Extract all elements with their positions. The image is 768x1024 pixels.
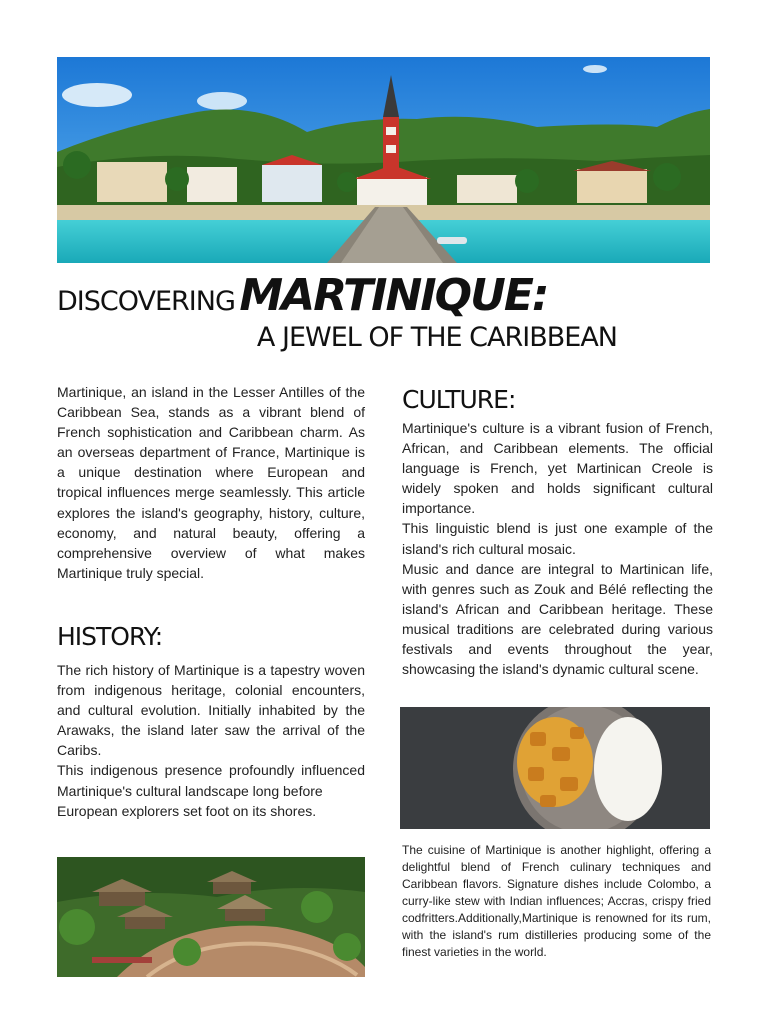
cloud bbox=[197, 92, 247, 110]
history-paragraph: European explorers set foot on its shores. bbox=[57, 802, 317, 819]
cloud bbox=[62, 83, 132, 107]
church bbox=[357, 177, 427, 205]
title-prefix: DISCOVERING bbox=[57, 286, 235, 317]
history-paragraph: This indigenous presence profoundly influenced Martinique's cultural landscape long before bbox=[57, 762, 365, 799]
culture-paragraph: Martinique's culture is a vibrant fusion of French, African, and Caribbean elements. The official language is French, yet Martinican Creole is widely spoken and holds significant cultural importance. bbox=[402, 420, 713, 517]
cuisine-paragraph: The cuisine of Martinique is another highlight, offering a delightful blend of French culinary techniques and Caribbean flavors. Signature dishes include Colombo, a curry-like stew with Indian influences; Accras, crispy fried codfritters.Additionally,Martinique is renowned for its rum, with the island's rum distilleries producing some of the finest varieties in the world. bbox=[402, 843, 711, 959]
page-subtitle: A JEWEL OF THE CARIBBEAN bbox=[256, 322, 617, 353]
history-paragraph: The rich history of Martinique is a tapestry woven from indigenous heritage, colonial encounters, and cultural evolution. Initially inhabited by the Arawaks, the island later saw the arrival of the Caribs. bbox=[57, 662, 365, 759]
food-illustration bbox=[400, 707, 710, 829]
history-heading: HISTORY: bbox=[57, 622, 163, 651]
culture-paragraph: This linguistic blend is just one example of the island's rich cultural mosaic. bbox=[402, 520, 713, 557]
boat bbox=[437, 237, 467, 244]
page-title bbox=[57, 270, 717, 321]
building bbox=[262, 165, 322, 202]
culture-text bbox=[402, 418, 713, 679]
history-text bbox=[57, 660, 365, 821]
rice bbox=[594, 717, 662, 821]
building bbox=[457, 175, 517, 203]
hero-illustration bbox=[57, 57, 710, 263]
food-photo-colombo-rice bbox=[400, 707, 710, 829]
building bbox=[97, 162, 167, 202]
building bbox=[577, 169, 647, 203]
intro-paragraph: Martinique, an island in the Lesser Antilles of the Caribbean Sea, stands as a vibrant blend of French sophistication and Caribbean charm. As an overseas department of France, Martinique is a unique destination where European and tropical influences merge seamlessly. This article explores the island's geography, history, culture, economy, and natural beauty, offering a comprehensive overview of what makes Martinique truly special. bbox=[57, 384, 365, 581]
culture-paragraph: Music and dance are integral to Martinican life, with genres such as Zouk and Bélé reflecting the island's African and Caribbean heritage. These musical traditions are celebrated during various festivals and events throughout the year, showcasing the island's dynamic cultural scene. bbox=[402, 560, 713, 678]
title-main: MARTINIQUE: bbox=[239, 270, 548, 321]
building bbox=[187, 167, 237, 202]
hero-photo-harbor-church bbox=[57, 57, 710, 263]
culture-heading: CULTURE: bbox=[402, 385, 516, 414]
village-photo bbox=[57, 857, 365, 977]
cloud bbox=[583, 65, 607, 73]
village-illustration bbox=[57, 857, 365, 977]
